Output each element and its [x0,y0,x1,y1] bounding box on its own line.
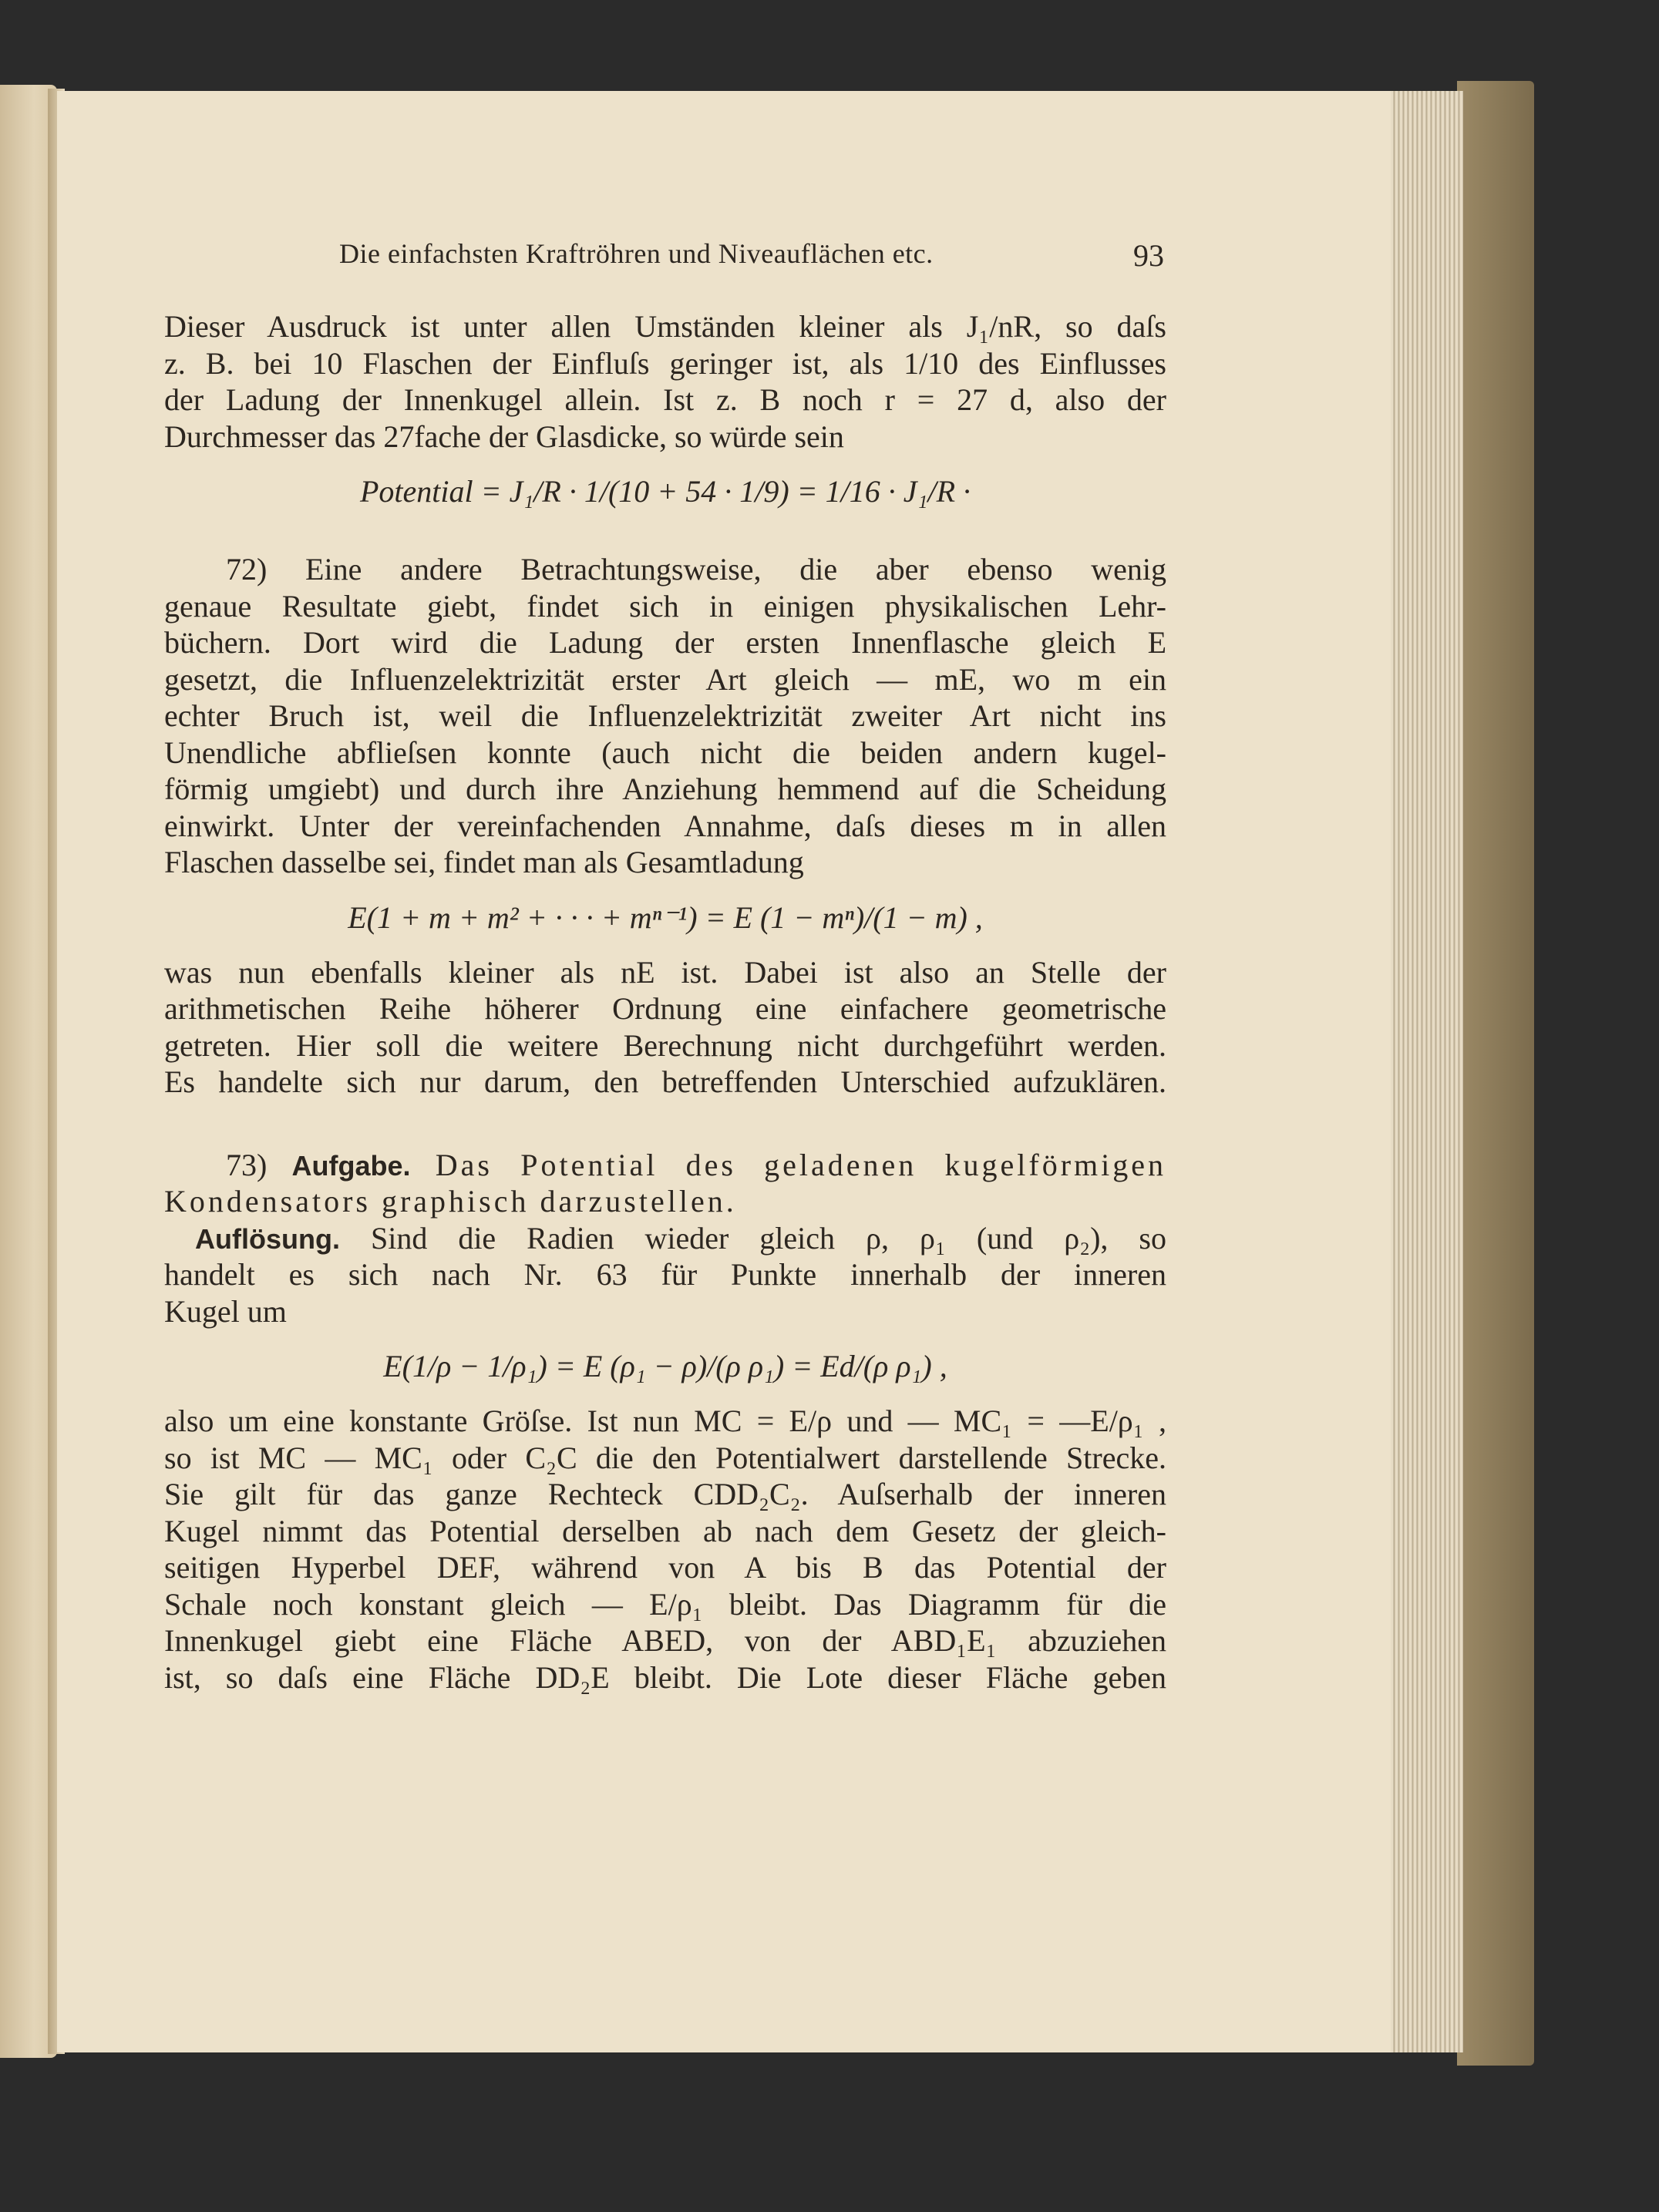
text-line: ist, so daſs eine Fläche DD₂E bleibt. Die Lote dieser Fläche geben [164,1659,1166,1695]
text-line: seitigen Hyperbel DEF, während von A bis B das Potential der [164,1550,1166,1585]
text-line: so ist MC — MC₁ oder C₂C die den Potentialwert darstellende Strecke. [164,1440,1166,1475]
text-line: Flaschen dasselbe sei, findet man als Gesamtladung [164,845,804,879]
text-line: büchern. Dort wird die Ladung der ersten Innenflasche gleich E [164,625,1166,660]
page-number: 93 [1133,238,1164,273]
section-73-line2: Kondensators graphisch darzustellen. [164,1184,737,1219]
text-line: arithmetischen Reihe höherer Ordnung eine einfachere geometrische [164,991,1166,1026]
text-line: echter Bruch ist, weil die Influenzelektrizität zweiter Art nicht ins [164,698,1166,733]
text-line: Durchmesser das 27fache der Glasdicke, so würde sein [164,419,844,454]
text-line: getreten. Hier soll die weitere Berechnung nicht durchgeführt werden. [164,1027,1166,1063]
book-cover-edge [1457,81,1534,2066]
text-line: gesetzt, die Influenzelektrizität erster Art gleich — mE, wo m ein [164,661,1166,697]
text-line: was nun ebenfalls kleiner als nE ist. Dabei ist also an Stelle der [164,954,1166,990]
text-line: der Ladung der Innenkugel allein. Ist z. B noch r = 27 d, also der [164,382,1166,417]
running-title: Die einfachsten Kraftröhren und Niveauflächen etc. [339,238,934,269]
aufloesung-line [164,1220,1166,1257]
text-line: also um eine konstante Gröſse. Ist nun MC = E/ρ und — MC₁ = —E/ρ₁ , [164,1404,1166,1438]
text-line: genaue Resultate giebt, findet sich in einigen physikalischen Lehr- [164,588,1166,624]
section-73-line [164,1147,1166,1184]
section-number: 73) [226,1147,268,1182]
text-line: Unendliche abflieſsen konnte (auch nicht die beiden andern kugel- [164,735,1166,770]
aufloesung-label: Auflösung. [195,1222,340,1255]
text-block [164,308,1166,1696]
text-line: einwirkt. Unter der vereinfachenden Annahme, daſs dieses m in allen [164,808,1166,843]
text-line: Innenkugel giebt eine Fläche ABED, von der ABD₁E₁ abzuziehen [164,1623,1166,1658]
text-line: Kugel nimmt das Potential derselben ab nach dem Gesetz der gleich- [164,1513,1166,1548]
text-line: z. B. bei 10 Flaschen der Einfluſs geringer ist, als 1/10 des Einflusses [164,345,1166,381]
aufloesung-text: Sind die Radien wieder gleich ρ, ρ₁ (und ρ₂), so [370,1220,1166,1256]
text-line: handelt es sich nach Nr. 63 für Punkte innerhalb der inneren [164,1257,1166,1292]
equation-radii: E(1/ρ − 1/ρ₁) = E (ρ₁ − ρ)/(ρ ρ₁) = Ed/(ρ ρ₁) , [383,1349,947,1383]
equation-potential: Potential = J₁/R · 1/(10 + 54 · 1/9) = 1/16 · J₁/R · [359,474,971,509]
page-fore-edge [1386,91,1463,2052]
text-line: förmig umgiebt) und durch ihre Anziehung hemmend auf die Scheidung [164,772,1166,806]
aufgabe-label: Aufgabe. [291,1149,411,1182]
text-line: Kugel um [164,1293,287,1329]
text-line: Dieser Ausdruck ist unter allen Umständen kleiner als J₁/nR, so daſs [164,309,1166,344]
section-73-text: Das Potential des geladenen kugelförmigen [435,1147,1166,1182]
text-line: Schale noch konstant gleich — E/ρ₁ bleibt. Das Diagramm für die [164,1586,1166,1622]
text-line: Sie gilt für das ganze Rechteck CDD₂C₂. Auſserhalb der inneren [164,1477,1166,1511]
equation-geometric-series: E(1 + m + m² + · · · + mⁿ⁻¹) = E (1 − mⁿ)/(1 − m) , [348,899,983,935]
section-72-heading-line: 72) Eine andere Betrachtungsweise, die aber ebenso wenig [226,552,1166,587]
text-line: Es handelte sich nur darum, den betreffenden Unterschied aufzuklären. [164,1064,1166,1099]
